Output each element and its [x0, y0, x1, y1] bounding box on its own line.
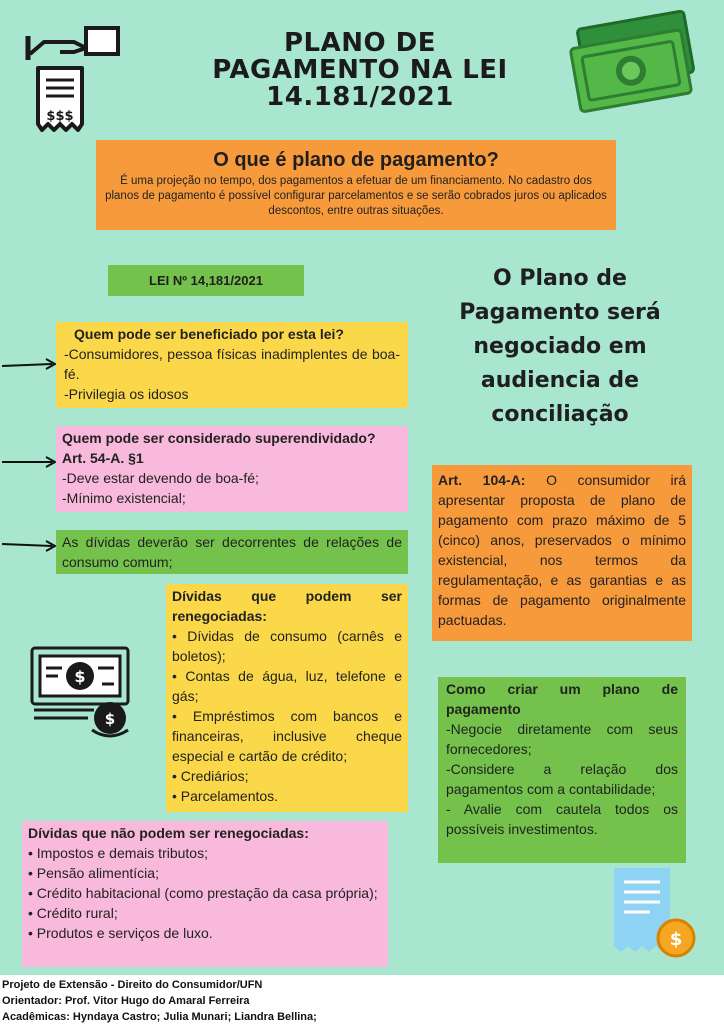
big-statement-line-2: Pagamento será — [459, 300, 661, 325]
title-line-1: PLANO DE — [283, 28, 436, 58]
nao-renegociaveis-item: • Produtos e serviços de luxo. — [28, 925, 213, 941]
renegociaveis-heading: Dívidas que podem ser renegociadas: — [172, 588, 402, 624]
credits-students: Acadêmicas: Hyndaya Castro; Julia Munari; Liandra Bellina; — [2, 1011, 317, 1023]
nao-renegociaveis-box — [22, 821, 388, 967]
dollar-bills-icon — [560, 10, 710, 120]
hand-paying-receipt-icon — [20, 20, 124, 138]
receipt-with-coin-icon — [610, 866, 700, 962]
receipt-dollar-label: $$$ — [46, 109, 74, 124]
nao-renegociaveis-item: • Impostos e demais tributos; — [28, 845, 208, 861]
superendividado-article: Art. 54-A. §1 — [62, 450, 144, 466]
art104-label: Art. 104-A: — [438, 472, 526, 488]
beneficiado-item: -Consumidores, pessoa físicas inadimplentes de boa-fé. — [64, 346, 400, 382]
what-is-heading: O que é plano de pagamento? — [213, 149, 499, 171]
superendividado-heading: Quem pode ser considerado superendividado? — [62, 430, 376, 446]
arrow-right-icon — [2, 455, 58, 469]
what-is-text: É uma projeção no tempo, dos pagamentos a efetuar de um financiamento. No cadastro dos planos de pagamento é possível configurar parcelamentos e se serão cobrados juros ou aplicados descontos, entre outras situações. — [105, 175, 607, 217]
what-is-box — [96, 140, 616, 230]
nao-renegociaveis-item: • Crédito habitacional (como prestação da casa própria); — [28, 885, 378, 901]
big-statement-line-5: conciliação — [491, 402, 629, 427]
arrow-right-icon — [2, 538, 58, 552]
title-line-3: 14.181/2021 — [266, 82, 454, 112]
arrow-right-icon — [2, 358, 58, 372]
nao-renegociaveis-item: • Pensão alimentícia; — [28, 865, 159, 881]
art104-box — [432, 465, 692, 641]
big-statement-line-1: O Plano de — [493, 266, 627, 291]
como-criar-item: -Negocie diretamente com seus fornecedores; — [446, 721, 678, 757]
superendividado-item: -Mínimo existencial; — [62, 490, 186, 506]
nao-renegociaveis-heading: Dívidas que não podem ser renegociadas: — [28, 825, 309, 841]
renegociaveis-box — [166, 584, 408, 812]
renegociaveis-item: • Parcelamentos. — [172, 788, 279, 804]
beneficiado-box — [56, 322, 408, 408]
credits-project: Projeto de Extensão - Direito do Consumidor/UFN — [2, 979, 263, 991]
como-criar-box — [438, 677, 686, 863]
big-statement-line-3: negociado em — [473, 334, 647, 359]
title-line-2: PAGAMENTO NA LEI — [212, 55, 508, 85]
art104-text: O consumidor irá apresentar proposta de plano de pagamento com prazo máximo de 5 (cinco) anos, preservados o mínimo existencial, nos termos da regulamentação, e as garantias e as formas de pagamento originalmente pactuadas. — [438, 472, 687, 628]
nao-renegociaveis-item: • Crédito rural; — [28, 905, 118, 921]
renegociaveis-item: • Empréstimos com bancos e financeiras, inclusive cheque especial e cartão de crédito; — [172, 708, 402, 764]
renegociaveis-item: • Contas de água, luz, telefone e gás; — [172, 668, 402, 704]
como-criar-item: - Avalie com cautela todos os possíveis investimentos. — [446, 801, 678, 837]
beneficiado-heading: Quem pode ser beneficiado por esta lei? — [74, 326, 344, 342]
como-criar-heading: Como criar um plano de pagamento — [446, 681, 678, 717]
bill-dollar-label: $ — [74, 667, 86, 686]
receipt-coin-dollar-label: $ — [669, 929, 683, 950]
renegociaveis-item: • Crediários; — [172, 768, 249, 784]
lei-badge: LEI Nº 14,181/2021 — [108, 265, 304, 296]
superendividado-item: -Deve estar devendo de boa-fé; — [62, 470, 259, 486]
renegociaveis-item: • Dívidas de consumo (carnês e boletos); — [172, 628, 402, 664]
credits-footer — [2, 977, 722, 1024]
dividas-consumo-text: As dívidas deverão ser decorrentes de relações de consumo comum; — [62, 534, 402, 570]
como-criar-item: -Considere a relação dos pagamentos com a contabilidade; — [446, 761, 678, 797]
coin-dollar-label: $ — [104, 710, 116, 728]
beneficiado-item: -Privilegia os idosos — [64, 386, 189, 402]
page-title — [130, 30, 590, 111]
big-statement — [440, 262, 680, 432]
big-statement-line-4: audiencia de — [480, 368, 640, 393]
money-and-coins-icon — [28, 646, 134, 742]
credits-advisor: Orientador: Prof. Vitor Hugo do Amaral Ferreira — [2, 995, 250, 1007]
dividas-consumo-box — [56, 530, 408, 574]
superendividado-box — [56, 426, 408, 512]
